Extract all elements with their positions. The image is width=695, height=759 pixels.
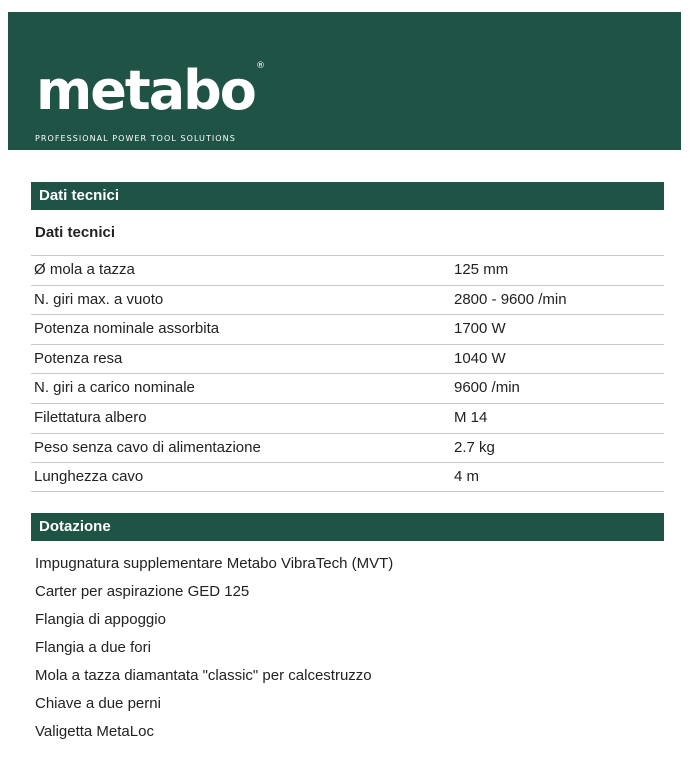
technical-section-header: Dati tecnici [31, 182, 664, 210]
spec-row [31, 344, 664, 374]
equipment-item: Impugnatura supplementare Metabo VibraTech (MVT) [35, 555, 394, 572]
spec-row [31, 403, 664, 433]
spec-row [31, 373, 664, 403]
spec-value: 2800 - 9600 /min [454, 290, 567, 308]
spec-value: 2.7 kg [454, 438, 495, 456]
equipment-item: Carter per aspirazione GED 125 [35, 583, 250, 600]
spec-label: Ø mola a tazza [34, 261, 135, 278]
equipment-item: Valigetta MetaLoc [35, 723, 154, 740]
equipment-item: Mola a tazza diamantata "classic" per calcestruzzo [35, 667, 372, 684]
spec-row [31, 285, 664, 315]
spec-value: 4 m [454, 468, 480, 486]
brand-tagline: PROFESSIONAL POWER TOOL SOLUTIONS [35, 134, 236, 143]
equipment-item: Flangia a due fori [35, 639, 151, 656]
spec-label: Filettatura albero [34, 408, 147, 426]
spec-row [31, 314, 664, 344]
spec-value: 1700 W [454, 320, 506, 338]
spec-value: 9600 /min [454, 379, 520, 397]
equipment-item: Chiave a due perni [35, 695, 161, 712]
equipment-section-header: Dotazione [31, 513, 664, 541]
equipment-list [35, 554, 655, 750]
brand-header [8, 12, 681, 150]
spec-table [31, 255, 664, 492]
spec-row [31, 255, 664, 285]
spec-value: 1040 W [454, 349, 506, 367]
equipment-item: Flangia di appoggio [35, 611, 166, 628]
spec-label: Potenza nominale assorbita [34, 320, 220, 338]
spec-value: 125 mm [454, 261, 509, 278]
spec-row [31, 462, 664, 492]
spec-label: N. giri a carico nominale [34, 379, 195, 397]
spec-row [31, 433, 664, 463]
spec-label: Peso senza cavo di alimentazione [34, 438, 261, 456]
registered-mark: ® [256, 61, 265, 71]
brand-logo: metabo [36, 59, 255, 122]
spec-label: Lunghezza cavo [34, 468, 144, 486]
spec-value: M 14 [454, 408, 488, 426]
technical-subheading: Dati tecnici [35, 224, 116, 241]
spec-label: N. giri max. a vuoto [34, 290, 164, 308]
spec-label: Potenza resa [34, 349, 123, 367]
